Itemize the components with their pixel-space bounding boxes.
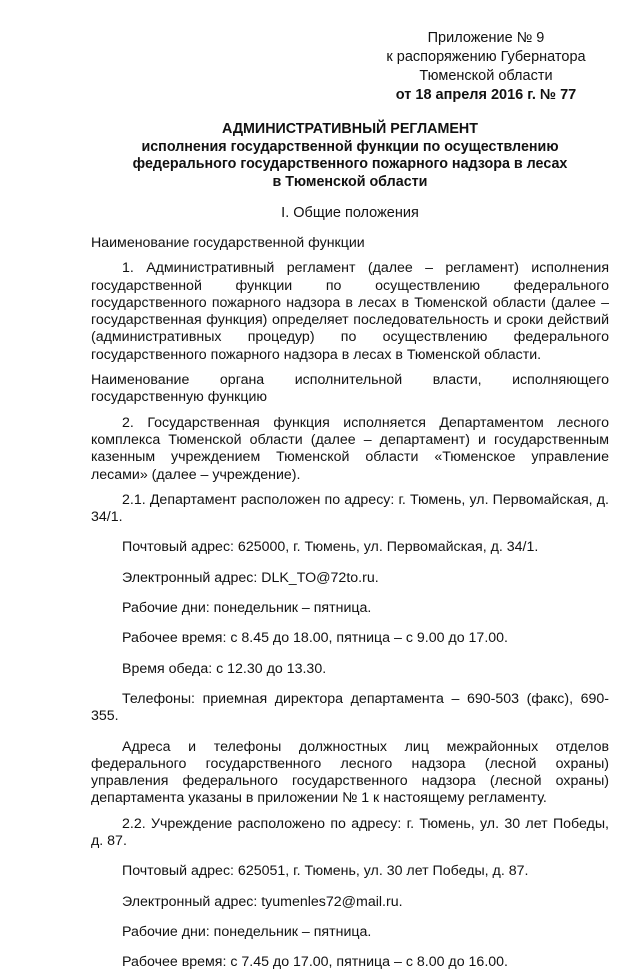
paragraph-2: 2. Государственная функция исполняется Департаментом лесного комплекса Тюменской области (далее – департамент) и государственным казенным учреждением Тюменской области «Тюменское управление лесами» (далее – учреждение). bbox=[91, 414, 609, 483]
appendix-order-ref: к распоряжению Губернатора bbox=[386, 49, 586, 65]
paragraph-2-1: 2.1. Департамент расположен по адресу: г. Тюмень, ул. Первомайская, д. 34/1. bbox=[91, 491, 609, 526]
dept-work-days: Рабочие дни: понедельник – пятница. bbox=[122, 600, 372, 617]
agency-postal-address: Почтовый адрес: 625051, г. Тюмень, ул. 30 лет Победы, д. 87. bbox=[122, 863, 529, 880]
agency-work-days: Рабочие дни: понедельник – пятница. bbox=[122, 923, 372, 940]
paragraph-1: 1. Административный регламент (далее – регламент) исполнения государственной функции по осуществлению федерального государственного пожарного надзора в лесах в Тюменской области (далее – государственная функция) определяет последовательность и сроки действий (административных процедур) по осуществлению федерального государственного пожарного надзора в лесах в Тюменской области. bbox=[91, 260, 609, 363]
title-line-2: исполнения государственной функции по осуществлению bbox=[141, 138, 559, 155]
section-heading: I. Общие положения bbox=[281, 205, 419, 221]
appendix-header bbox=[372, 29, 600, 105]
dept-phones: Телефоны: приемная директора департамента – 690-503 (факс), 690-355. bbox=[91, 690, 609, 725]
dept-email: Электронный адрес: DLK_TO@72to.ru. bbox=[122, 569, 379, 586]
dept-postal-address: Почтовый адрес: 625000, г. Тюмень, ул. Первомайская, д. 34/1. bbox=[122, 539, 539, 556]
title-line-1: АДМИНИСТРАТИВНЫЙ РЕГЛАМЕНТ bbox=[221, 121, 478, 137]
subheading-authority: Наименование органа исполнительной власти, исполняющего государственную функцию bbox=[91, 372, 609, 406]
document-title bbox=[90, 121, 610, 191]
agency-work-hours: Рабочее время: с 7.45 до 17.00, пятница – с 8.00 до 16.00. bbox=[122, 954, 508, 971]
dept-work-hours: Рабочее время: с 8.45 до 18.00, пятница – с 9.00 до 17.00. bbox=[122, 630, 508, 647]
agency-email: Электронный адрес: tyumenles72@mail.ru. bbox=[122, 893, 403, 910]
document-body bbox=[91, 235, 609, 972]
title-line-4: в Тюменской области bbox=[272, 173, 428, 190]
dept-officials-addresses: Адреса и телефоны должностных лиц межрайонных отделов федерального государственного лесного надзора (лесной охраны) управления федерального государственного надзора (лесной охраны) департамента указаны в приложении № 1 к настоящему регламенту. bbox=[91, 738, 609, 807]
title-line-3: федерального государственного пожарного надзора в лесах bbox=[132, 156, 568, 172]
paragraph-2-2: 2.2. Учреждение расположено по адресу: г. Тюмень, ул. 30 лет Победы, д. 87. bbox=[91, 815, 609, 850]
appendix-date: от 18 апреля 2016 г. № 77 bbox=[395, 87, 577, 103]
dept-lunch-time: Время обеда: с 12.30 до 13.30. bbox=[122, 660, 327, 677]
appendix-number: Приложение № 9 bbox=[427, 30, 545, 46]
appendix-region: Тюменской области bbox=[419, 68, 553, 84]
subheading-function-name: Наименование государственной функции bbox=[91, 235, 365, 251]
